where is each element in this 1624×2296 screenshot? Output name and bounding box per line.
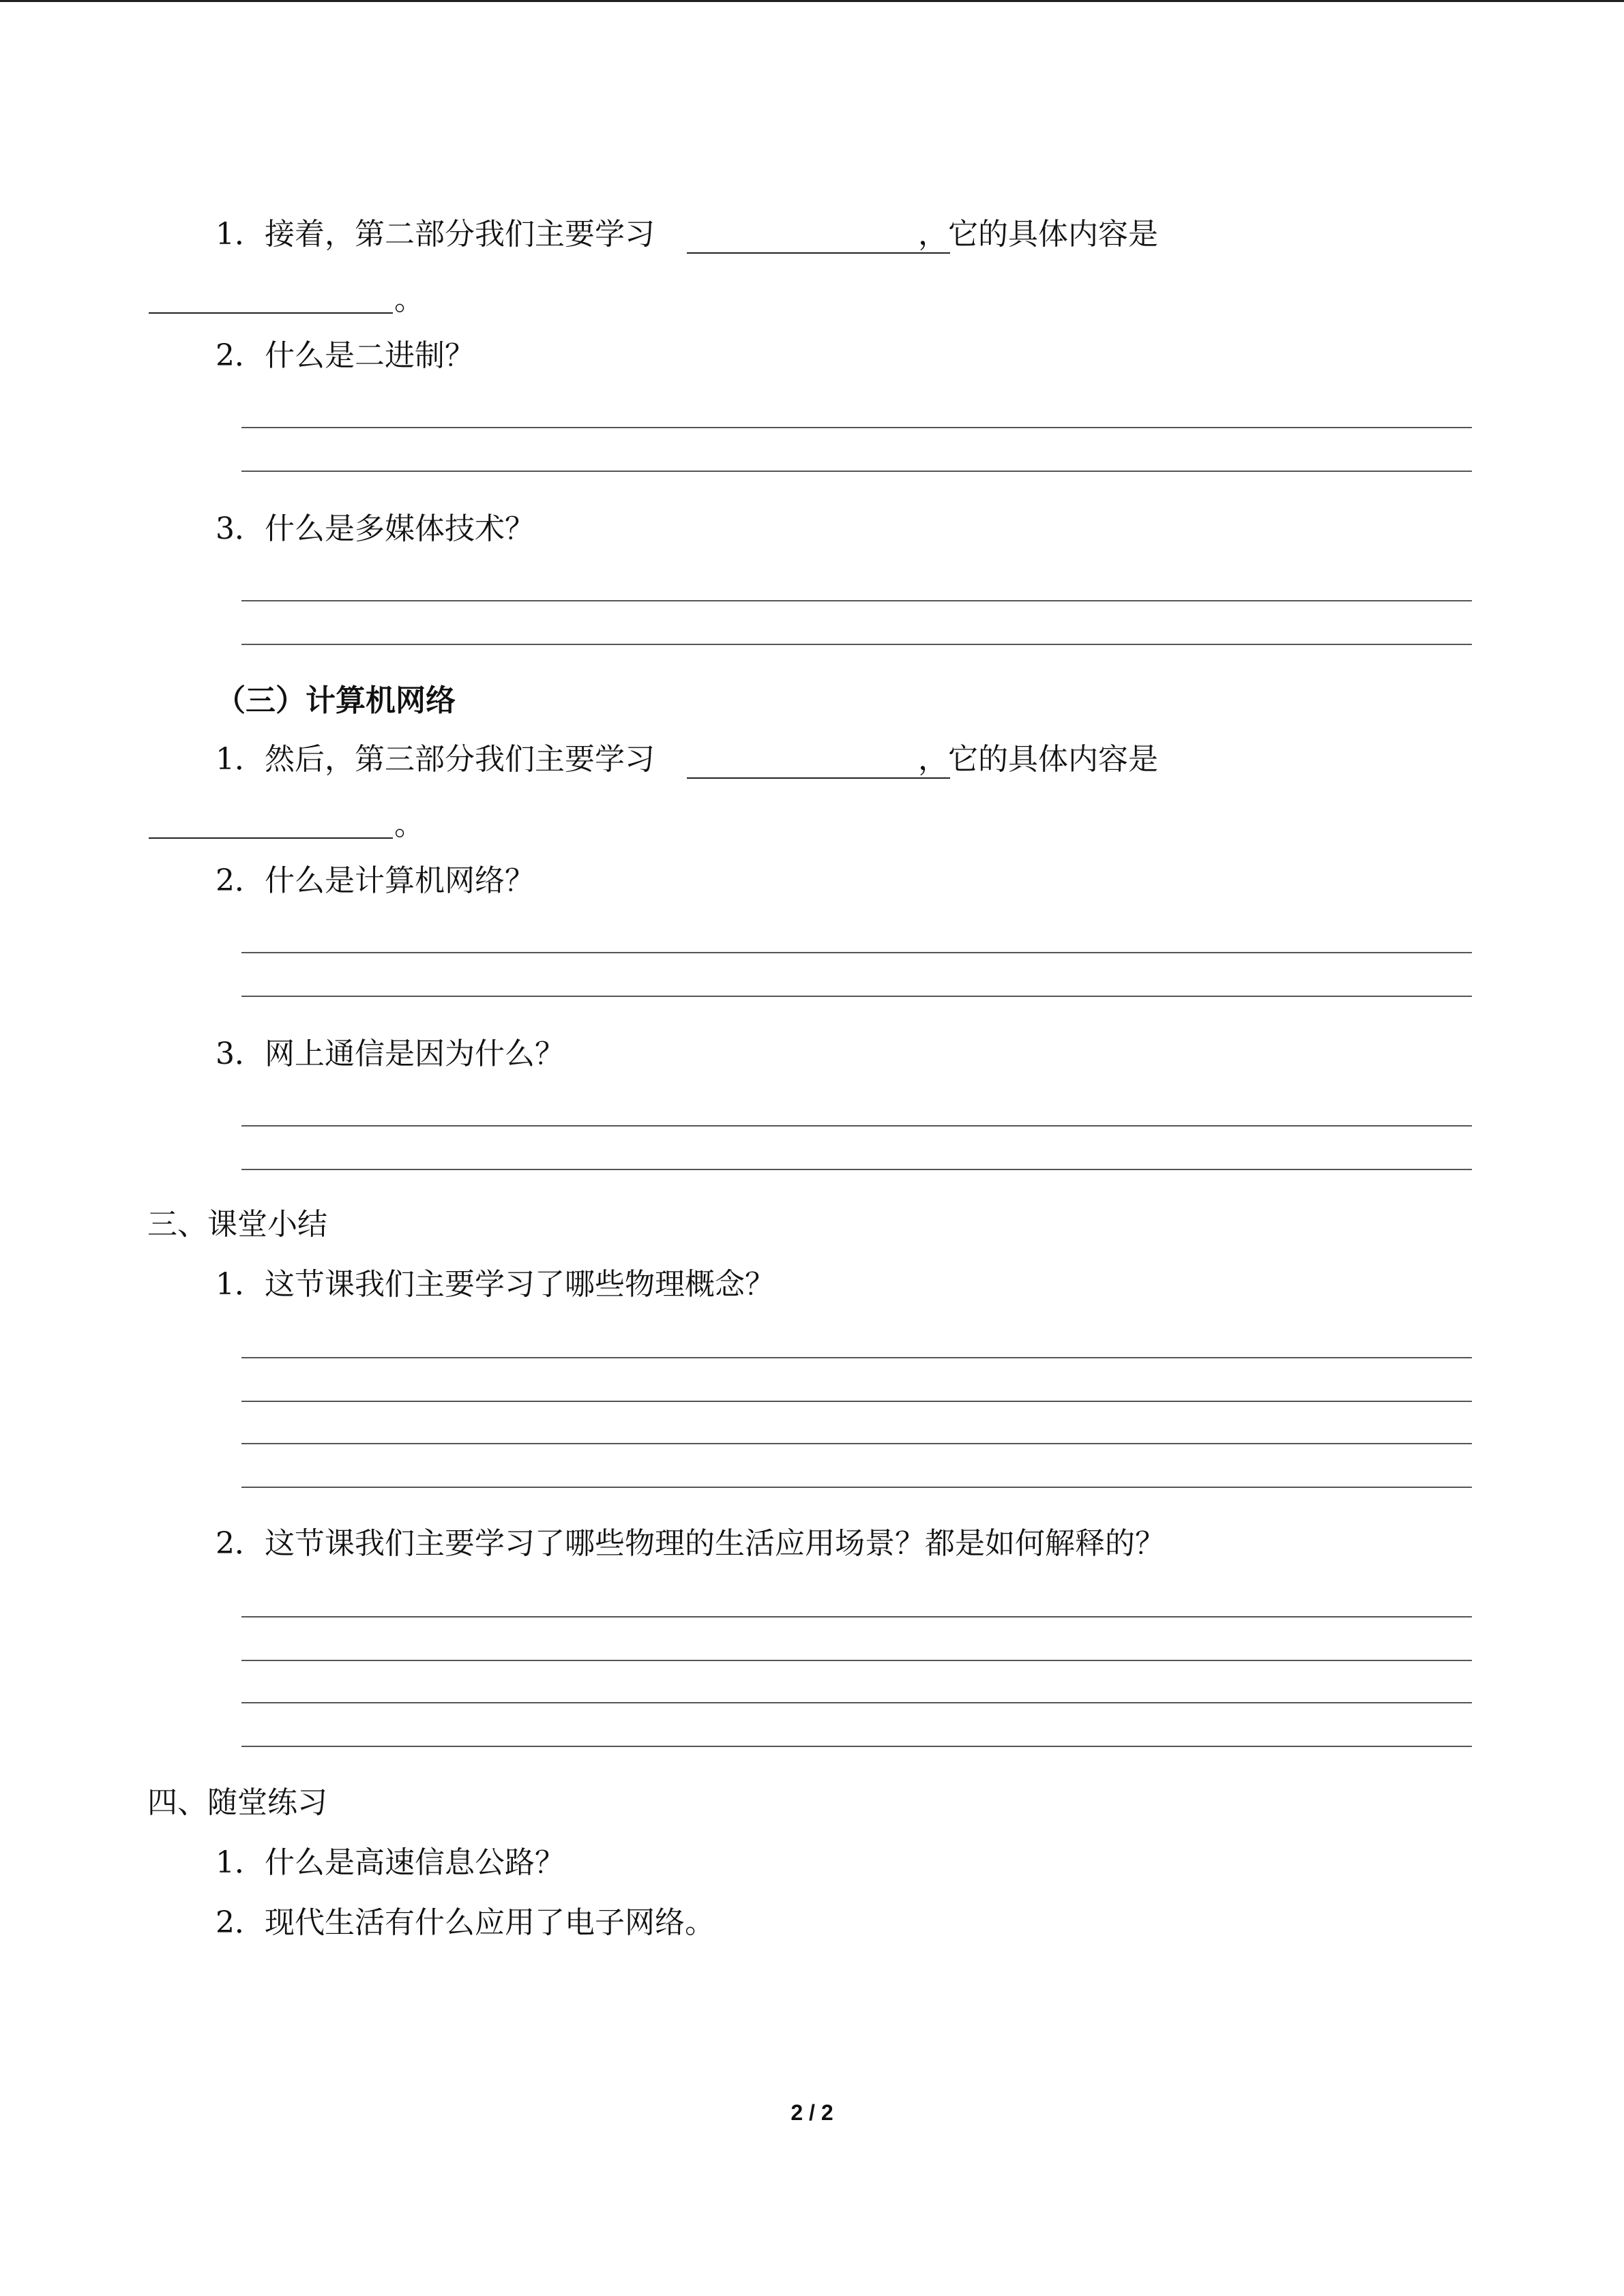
part3-q1-end: 。 <box>394 807 424 842</box>
practice-heading: 四、随堂练习 <box>147 1785 327 1820</box>
part2-q1-suffix: ，它的具体内容是 <box>918 217 1158 252</box>
answer-line[interactable] <box>241 1487 1472 1488</box>
part3-q1-blank-topic[interactable] <box>687 777 950 779</box>
practice-q2: 2．现代生活有什么应用了电子网络。 <box>216 1905 715 1940</box>
answer-line[interactable] <box>241 1746 1472 1747</box>
part2-q1 <box>216 214 1158 255</box>
answer-line[interactable] <box>241 1616 1472 1617</box>
summary-q1: 1．这节课我们主要学习了哪些物理概念？ <box>216 1267 775 1302</box>
summary-heading: 三、课堂小结 <box>147 1207 327 1242</box>
part2-q1-end: 。 <box>394 282 424 317</box>
answer-line[interactable] <box>241 952 1472 953</box>
answer-line[interactable] <box>241 1169 1472 1170</box>
answer-line[interactable] <box>241 1401 1472 1402</box>
summary-q2: 2．这节课我们主要学习了哪些物理的生活应用场景？都是如何解释的？ <box>216 1526 1165 1561</box>
answer-line[interactable] <box>241 1357 1472 1358</box>
part3-q1-prefix: 1．然后，第三部分我们主要学习 <box>216 742 655 777</box>
part3-q1-blank-content[interactable] <box>149 837 393 839</box>
answer-line[interactable] <box>241 1702 1472 1703</box>
part3-q1 <box>216 739 1158 780</box>
page-top-border <box>0 0 1624 2</box>
answer-line[interactable] <box>241 996 1472 997</box>
page-number: 2 / 2 <box>791 2100 833 2125</box>
answer-line[interactable] <box>241 1125 1472 1127</box>
part3-q3: 3．网上通信是因为什么？ <box>216 1037 565 1071</box>
part3-heading: （三）计算机网络 <box>216 683 456 718</box>
part2-q1-prefix: 1．接着，第二部分我们主要学习 <box>216 217 655 252</box>
answer-line[interactable] <box>241 1660 1472 1661</box>
part2-q1-blank-topic[interactable] <box>687 252 950 254</box>
answer-line[interactable] <box>241 427 1472 428</box>
answer-line[interactable] <box>241 471 1472 472</box>
answer-line[interactable] <box>241 644 1472 645</box>
practice-q1: 1．什么是高速信息公路？ <box>216 1845 565 1880</box>
part3-q1-suffix: ，它的具体内容是 <box>918 742 1158 777</box>
part3-q2: 2．什么是计算机网络？ <box>216 863 535 898</box>
part2-q3: 3．什么是多媒体技术？ <box>216 511 535 546</box>
part2-q1-blank-content[interactable] <box>149 312 393 314</box>
answer-line[interactable] <box>241 1443 1472 1444</box>
answer-line[interactable] <box>241 600 1472 601</box>
part2-q2: 2．什么是二进制？ <box>216 338 475 373</box>
